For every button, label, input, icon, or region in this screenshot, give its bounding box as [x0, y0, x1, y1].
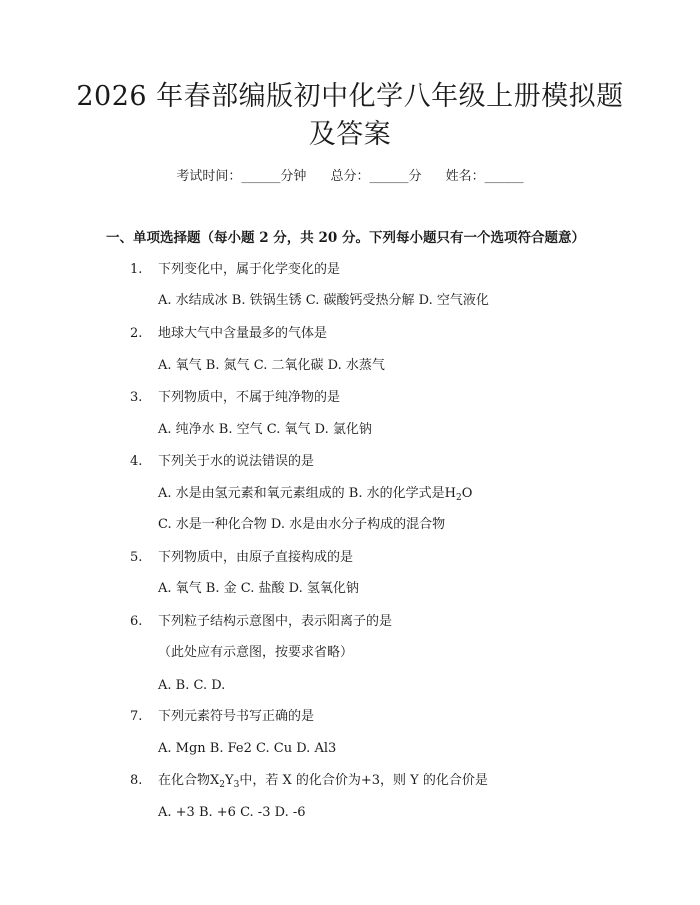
question-7-options: A. Mgn B. Fe2 C. Cu D. Al3	[158, 741, 337, 756]
total-score-field: 总分：______分	[330, 169, 422, 184]
question-stem: 地球大气中含量最多的气体是	[158, 326, 328, 341]
question-7	[130, 708, 314, 726]
question-stem: 下列元素符号书写正确的是	[158, 709, 315, 724]
document-title-line2: 及答案	[308, 119, 392, 150]
formula-h2o: $H_2O$	[444, 486, 473, 503]
question-number: 4.	[130, 454, 143, 469]
question-8	[130, 772, 488, 790]
question-stem: 下列变化中，属于化学变化的是	[158, 262, 341, 277]
question-number: 2.	[130, 326, 143, 341]
question-1	[130, 261, 340, 279]
section-heading-single-choice: 一、单项选择题（每小题 2 分，共 20 分。下列每小题只有一个选项符合题意）	[106, 230, 585, 246]
question-number: 5.	[130, 550, 143, 565]
question-3-options: A. 纯净水 B. 空气 C. 氧气 D. 氯化钠	[158, 422, 372, 437]
question-stem: 下列关于水的说法错误的是	[158, 454, 315, 469]
question-stem-prefix: 在化合物	[158, 773, 211, 788]
question-6	[130, 613, 392, 631]
question-3	[130, 389, 340, 407]
question-6-diagram-note: （此处应有示意图，按要求省略）	[158, 645, 354, 660]
question-stem: 下列物质中，不属于纯净物的是	[158, 390, 341, 405]
question-number: 3.	[130, 390, 143, 405]
question-stem: 下列粒子结构示意图中，表示阳离子的是	[158, 614, 393, 629]
exam-meta-line	[0, 168, 700, 186]
question-5-options: A. 氧气 B. 金 C. 盐酸 D. 氢氧化钠	[158, 581, 359, 596]
document-title-line1: 2026 年春部编版初中化学八年级上册模拟题	[76, 81, 624, 112]
question-8-options: A. +3 B. +6 C. -3 D. -6	[158, 805, 306, 820]
student-name-field: 姓名：______	[445, 169, 524, 184]
question-stem: 下列物质中，由原子直接构成的是	[158, 550, 354, 565]
question-2	[130, 325, 327, 343]
question-4-options-line2: C. 水是一种化合物 D. 水是由水分子构成的混合物	[158, 517, 446, 532]
question-2-options: A. 氧气 B. 氮气 C. 二氧化碳 D. 水蒸气	[158, 358, 385, 373]
question-5	[130, 549, 353, 567]
exam-time-field: 考试时间：______分钟	[176, 169, 307, 184]
question-number: 7.	[130, 709, 143, 724]
question-number: 6.	[130, 614, 143, 629]
question-4	[130, 453, 314, 471]
question-4-options-line1	[158, 485, 472, 503]
question-stem-suffix: 中，若 X 的化合价为+3，则 Y 的化合价是	[239, 773, 488, 788]
formula-x2y3: $X_2Y_3$	[210, 773, 240, 790]
question-1-options: A. 水结成冰 B. 铁锅生锈 C. 碳酸钙受热分解 D. 空气液化	[158, 293, 489, 308]
question-6-options: A. B. C. D.	[158, 678, 226, 693]
question-number: 1.	[130, 262, 143, 277]
question-number: 8.	[130, 773, 143, 788]
option-text: A. 水是由氢元素和氧元素组成的 B. 水的化学式是	[158, 486, 445, 501]
